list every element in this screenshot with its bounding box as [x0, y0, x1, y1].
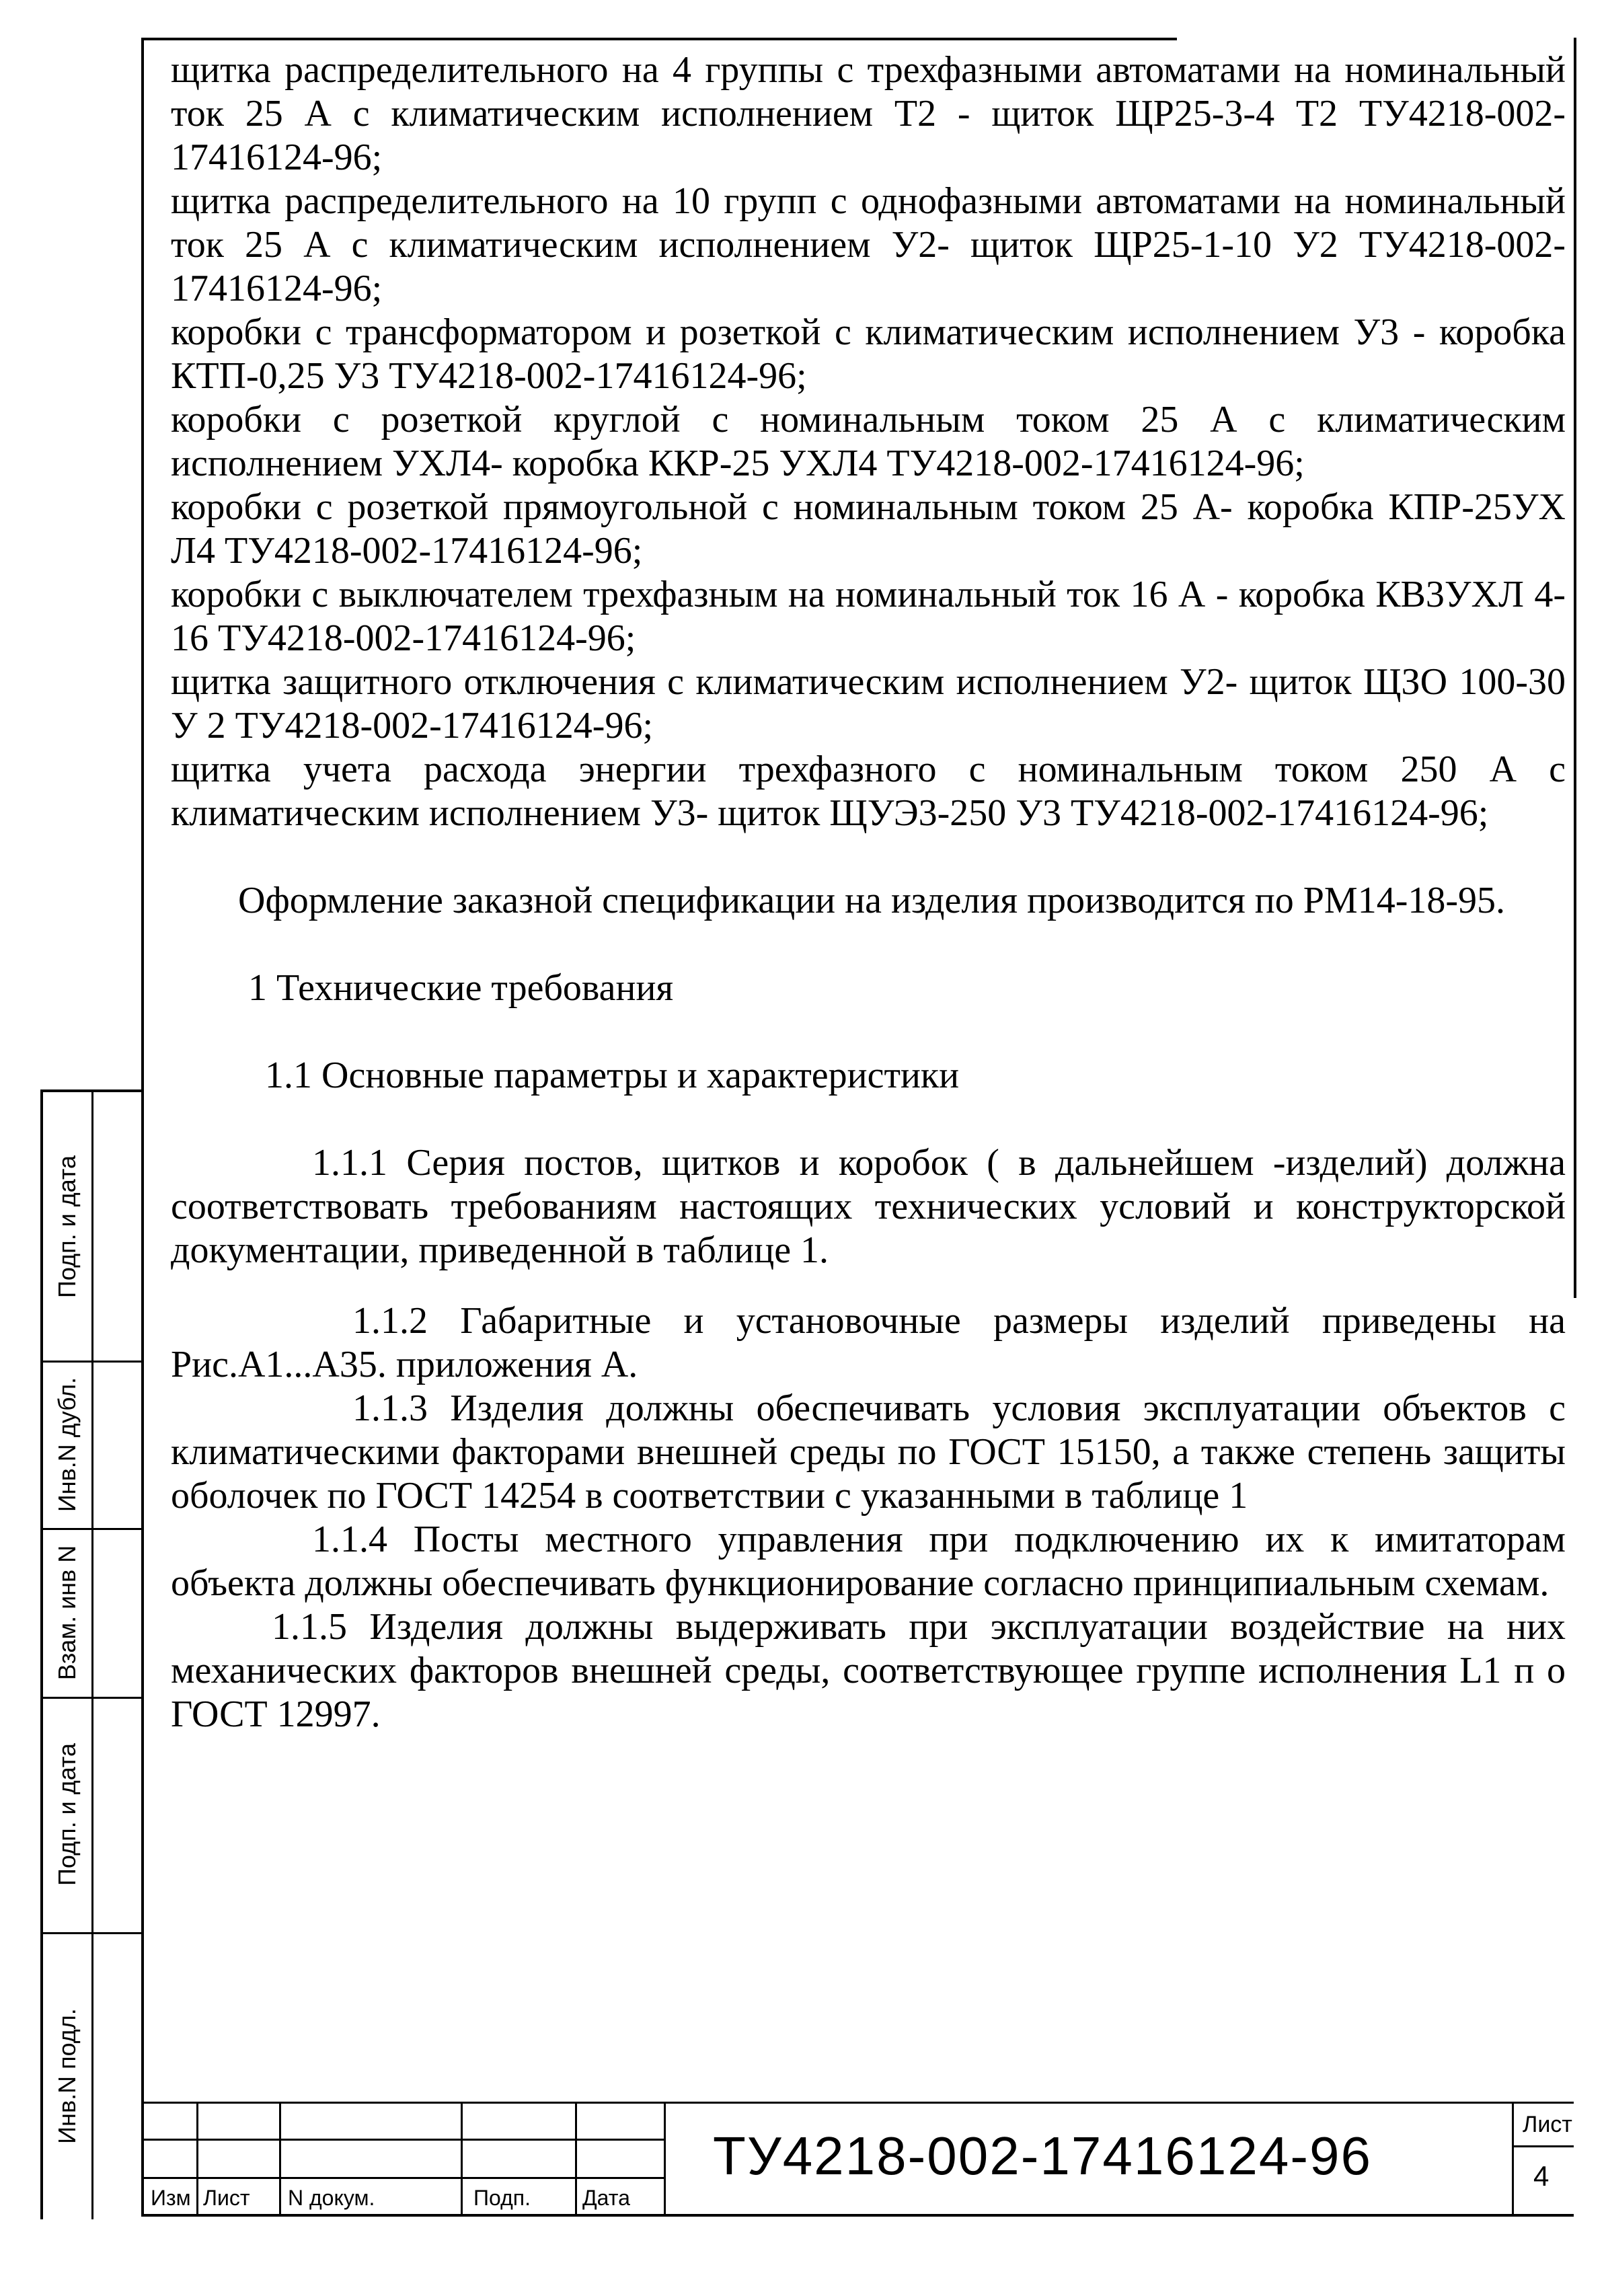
sheet-number: 4	[1533, 2160, 1550, 2192]
clause-1-1-5: 1.1.5 Изделия должны выдерживать при эксплуатации воздействие на них механических факторов внешней среды, соответствующее группе исполнения L1 п о ГОСТ 12997.	[171, 1606, 1566, 1735]
left-margin-stamp	[40, 1089, 144, 2219]
title-block-row-line	[141, 2177, 666, 2179]
title-block-col-line	[196, 2102, 198, 2216]
list-item-7: щитка защитного отключения с климатическим исполнением У2- щиток ЩЗО 100-30 У 2 ТУ4218-002-17416124-96;	[171, 661, 1566, 747]
title-block-top-line	[141, 2102, 1574, 2104]
stamp-podp-data-1: Подп. и дата	[53, 1155, 81, 1298]
list-item-5: коробки с розеткой прямоугольной с номинальным током 25 А- коробка КПР-25УХ Л4 ТУ4218-002-17416124-96;	[171, 486, 1566, 572]
label-data: Дата	[582, 2186, 630, 2210]
clause-1-1-3: 1.1.3 Изделия должны обеспечивать условия эксплуатации объектов с климатическими факторами внешней среды по ГОСТ 15150, а также степень защиты оболочек по ГОСТ 14254 в соответствии с указанными в таблице 1	[171, 1387, 1566, 1517]
stamp-podp-data-2: Подп. и дата	[53, 1743, 81, 1886]
label-n-dokum: N докум.	[288, 2186, 375, 2210]
list-item-4: коробки с розеткой круглой с номинальным током 25 А с климатическим исполнением УХЛ4- коробка ККР-25 УХЛ4 ТУ4218-002-17416124-96;	[171, 399, 1566, 484]
list-item-6: коробки с выключателем трехфазным на номинальный ток 16 А - коробка КВ3УХЛ 4-16 ТУ4218-002-17416124-96;	[171, 574, 1566, 659]
subsection-heading: 1.1 Основные параметры и характеристики	[265, 1055, 960, 1096]
label-izm: Изм	[151, 2186, 191, 2210]
specification-paragraph: Оформление заказной спецификации на изделия производится по РМ14-18-95.	[238, 880, 1506, 921]
list-item-1: щитка распределительного на 4 группы с трехфазными автоматами на номинальный ток 25 А с климатическим исполнением Т2 - щиток ЩР25-3-4 Т2 ТУ4218-002-17416124-96;	[171, 49, 1566, 178]
stamp-vzam-inv: Взам. инв N	[53, 1545, 81, 1680]
frame-bottom-border	[141, 2214, 1574, 2217]
frame-right-border	[1574, 38, 1576, 1298]
clause-1-1-2: 1.1.2 Габаритные и установочные размеры изделий приведены на Рис.А1...А35. приложения А.	[171, 1300, 1566, 1385]
title-block-col-line	[1512, 2102, 1514, 2216]
title-block-col-line	[575, 2102, 577, 2216]
list-item-2: щитка распределительного на 10 групп с однофазными автоматами на номинальный ток 25 А с климатическим исполнением У2- щиток ЩР25-1-10 У2 ТУ4218-002-17416124-96;	[171, 180, 1566, 309]
document-code: ТУ4218-002-17416124-96	[713, 2126, 1372, 2186]
sheet-box-divider	[1512, 2145, 1574, 2147]
sheet-label: Лист	[1523, 2112, 1572, 2137]
document-body	[171, 48, 1566, 1736]
stamp-inv-dubl: Инв.N дубл.	[53, 1377, 81, 1512]
section-heading: 1 Технические требования	[248, 967, 674, 1009]
frame-top-border	[141, 38, 1177, 40]
title-block-row-line	[141, 2139, 666, 2141]
title-block-col-line	[664, 2102, 666, 2216]
list-item-3: коробки с трансформатором и розеткой с климатическим исполнением У3 - коробка КТП-0,25 У3 ТУ4218-002-17416124-96;	[171, 311, 1566, 397]
list-item-8: щитка учета расхода энергии трехфазного с номинальным током 250 А с климатическим исполнением У3- щиток ЩУЭ3-250 У3 ТУ4218-002-17416124-96;	[171, 749, 1566, 834]
title-block-col-line	[461, 2102, 463, 2216]
label-podp: Подп.	[473, 2186, 531, 2210]
stamp-inv-podl: Инв.N подл.	[53, 2007, 81, 2144]
label-list: Лист	[203, 2186, 250, 2210]
clause-1-1-4: 1.1.4 Посты местного управления при подключению их к имитаторам объекта должны обеспечивать функционирование согласно принципиальным схемам.	[171, 1519, 1566, 1604]
clause-1-1-1: 1.1.1 Серия постов, щитков и коробок ( в дальнейшем -изделий) должна соответствовать требованиям настоящих технических условий и конструкторской документации, приведенной в таблице 1.	[171, 1142, 1566, 1271]
title-block-col-line	[279, 2102, 281, 2216]
